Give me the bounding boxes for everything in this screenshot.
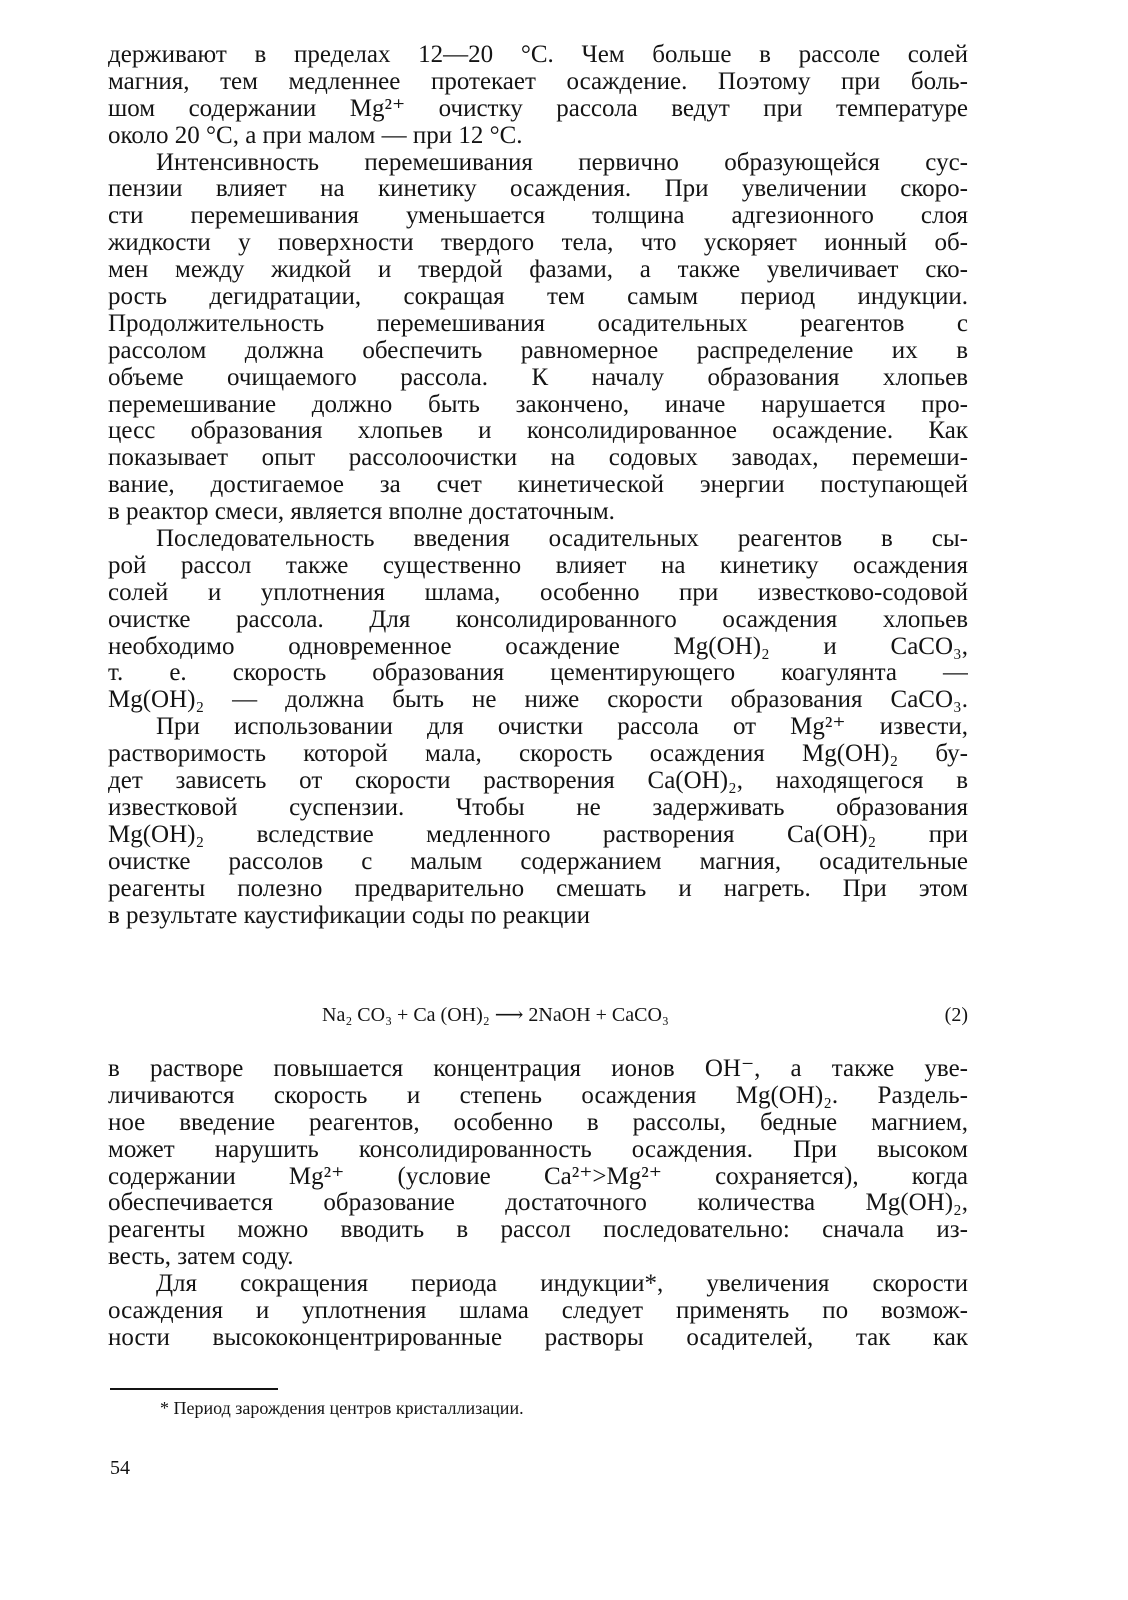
text-line: в реактор смеси, является вполне достаточным. (108, 499, 615, 526)
paragraph-start-line: Последовательность введения осадительных реагентов в сы- (156, 526, 968, 553)
text-line: Mg(OH)₂ вследствие медленного растворения Ca(OH)₂ при (108, 821, 968, 848)
text-line: около 20 °С, а при малом — при 12 °С. (108, 122, 523, 149)
text-line: сти перемешивания уменьшается толщина адгезионного слоя (108, 203, 968, 230)
text-line: ности высококонцентрированные растворы осадителей, так как (108, 1324, 968, 1351)
text-line: ное введение реагентов, особенно в рассолы, бедные магнием, (108, 1109, 968, 1136)
footnote: * Период зарождения центров кристаллизации. (160, 1398, 524, 1418)
text-line: очистке рассолов с малым содержанием магния, осадительные (108, 848, 968, 875)
text-line: объеме очищаемого рассола. К началу образования хлопьев (108, 364, 968, 391)
text-line: перемешивание должно быть закончено, иначе нарушается про- (108, 391, 968, 418)
reaction-equation (108, 1000, 968, 1030)
text-line: реагенты полезно предварительно смешать и нагреть. При этом (108, 875, 968, 902)
main-text-top (108, 42, 968, 929)
text-line: может нарушить консолидированность осаждения. При высоком (108, 1136, 968, 1163)
text-line: магния, тем медленнее протекает осаждение. Поэтому при боль- (108, 68, 968, 95)
text-line: в результате каустификации соды по реакции (108, 902, 590, 929)
text-line: Mg(OH)₂ — должна быть не ниже скорости образования CaCO₃. (108, 687, 968, 714)
text-line: цесс образования хлопьев и консолидированное осаждение. Как (108, 418, 968, 445)
text-line: солей и уплотнения шлама, особенно при известково-содовой (108, 579, 968, 606)
text-line: личиваются скорость и степень осаждения Mg(OH)₂. Раздель- (108, 1082, 968, 1109)
text-line: растворимость которой мала, скорость осаждения Mg(OH)₂ бу- (108, 741, 968, 768)
text-line: шом содержании Mg²⁺ очистку рассола ведут при температуре (108, 95, 968, 122)
paragraph-start-line: Для сокращения периода индукции*, увеличения скорости (156, 1271, 968, 1298)
text-line: вание, достигаемое за счет кинетической энергии поступающей (108, 472, 968, 499)
footnote-divider (110, 1388, 278, 1390)
text-line: необходимо одновременное осаждение Mg(OH)₂ и CaCO₃, (108, 633, 968, 660)
text-line: очистке рассола. Для консолидированного осаждения хлопьев (108, 606, 968, 633)
text-line: держивают в пределах 12—20 °С. Чем больше в рассоле солей (108, 42, 968, 68)
text-line: т. е. скорость образования цементирующего коагулянта — (108, 660, 968, 687)
text-line: рассолом должна обеспечить равномерное распределение их в (108, 337, 968, 364)
text-line: обеспечивается образование достаточного количества Mg(OH)₂, (108, 1190, 968, 1217)
main-text-bottom (108, 1056, 968, 1352)
text-line: жидкости у поверхности твердого тела, что ускоряет ионный об- (108, 230, 968, 257)
page-number: 54 (110, 1457, 130, 1479)
paragraph-start-line: Интенсивность перемешивания первично образующейся сус- (156, 149, 968, 176)
text-line: осаждения и уплотнения шлама следует применять по возмож- (108, 1298, 968, 1325)
text-line: пензии влияет на кинетику осаждения. При увеличении скоро- (108, 176, 968, 203)
text-line: реагенты можно вводить в рассол последовательно: сначала из- (108, 1217, 968, 1244)
equation-number: (2) (944, 1004, 968, 1026)
text-line: известковой суспензии. Чтобы не задерживать образования (108, 794, 968, 821)
text-line: содержании Mg²⁺ (условие Ca²⁺>Mg²⁺ сохраняется), когда (108, 1163, 968, 1190)
paragraph-start-line: При использовании для очистки рассола от Mg²⁺ извести, (156, 714, 968, 741)
text-line: дет зависеть от скорости растворения Ca(OH)₂, находящегося в (108, 768, 968, 795)
text-line: Продолжительность перемешивания осадительных реагентов с (108, 310, 968, 337)
text-line: показывает опыт рассолоочистки на содовых заводах, перемеши- (108, 445, 968, 472)
text-line: весть, затем соду. (108, 1244, 294, 1271)
text-line: в растворе повышается концентрация ионов OH⁻, а также уве- (108, 1056, 968, 1082)
text-line: рость дегидратации, сокращая тем самым период индукции. (108, 284, 968, 311)
text-line: рой рассол также существенно влияет на кинетику осаждения (108, 552, 968, 579)
equation-text: Na₂ CO₃ + Ca (OH)₂ ⟶ 2NaOH + CaCO₃ (322, 1004, 669, 1026)
text-line: мен между жидкой и твердой фазами, а также увеличивает ско- (108, 257, 968, 284)
